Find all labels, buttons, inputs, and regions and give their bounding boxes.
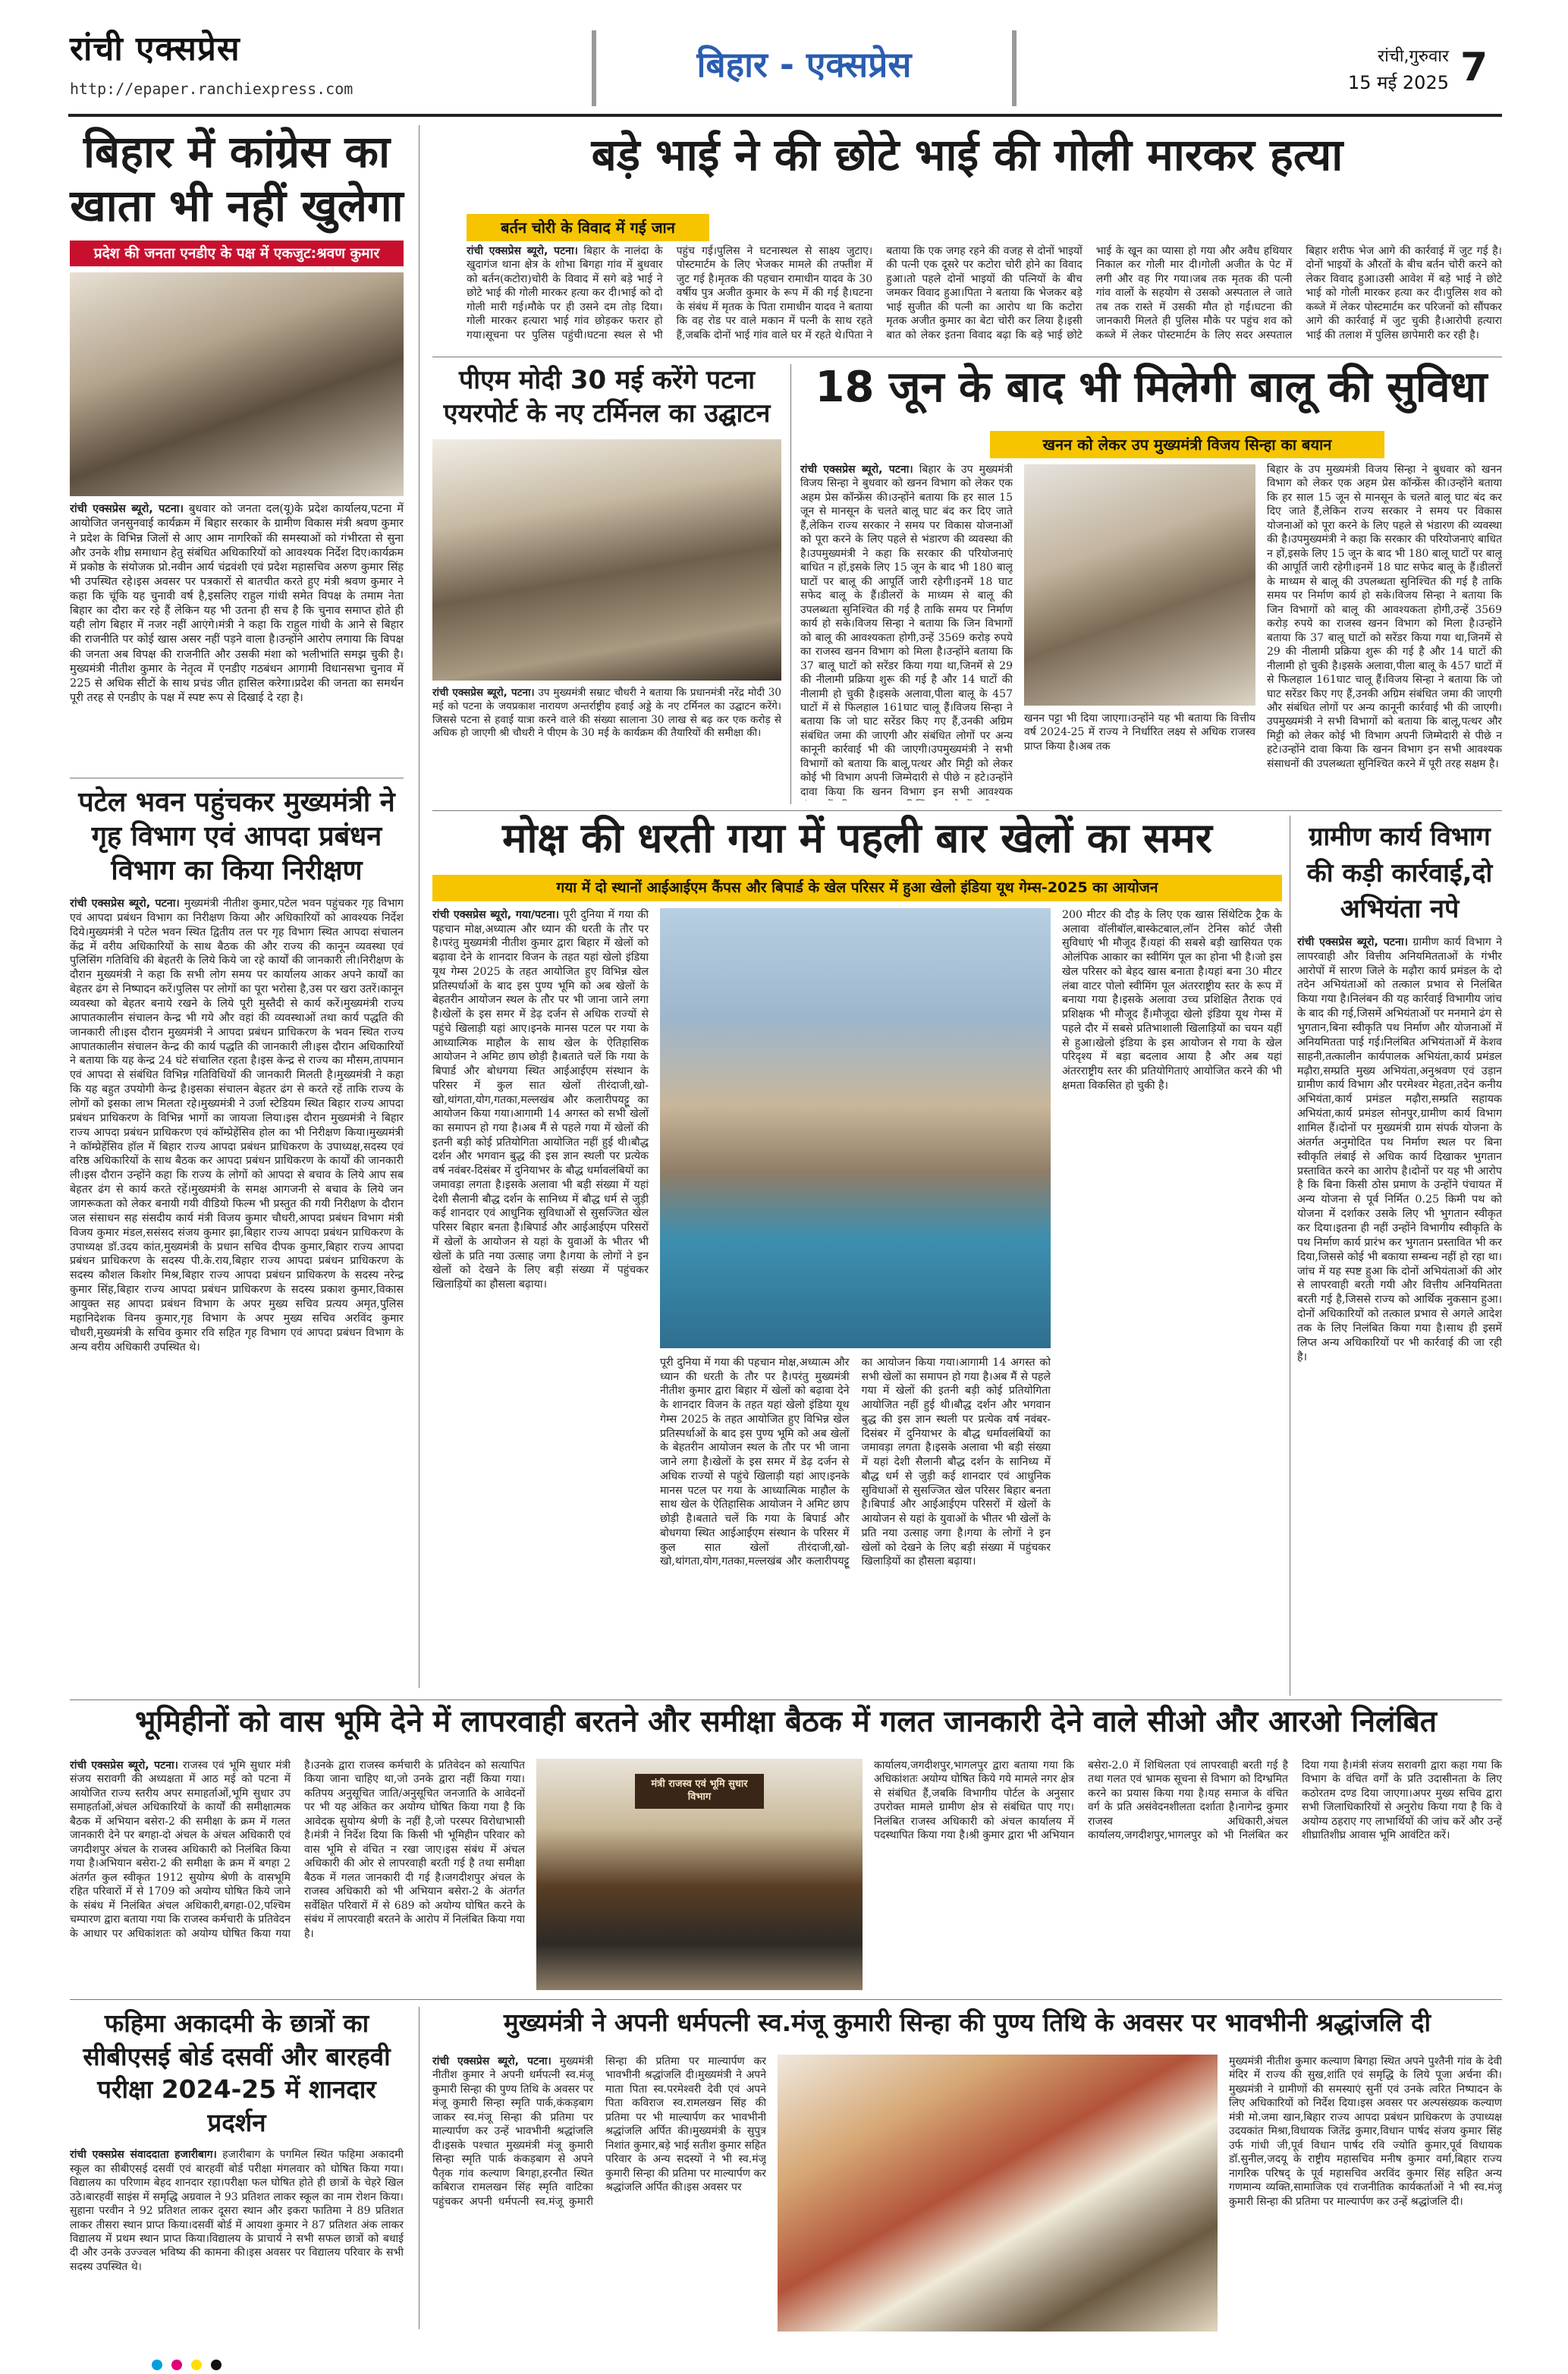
body-text-2: [660, 1356, 1051, 1690]
masthead-rule: [68, 114, 1502, 117]
story-airport: [432, 364, 781, 804]
page-number: 7: [1460, 45, 1488, 90]
body-text: [70, 502, 404, 764]
byline: रांची एक्सप्रेस संवाददाता हजारीबाग।: [70, 2149, 217, 2162]
body-text: [70, 897, 404, 1674]
body-continued: बिहार के उप मुख्यमंत्री विजय सिन्हा ने बुधवार को खनन विभाग को लेकर एक अहम प्रेस कॉन्फ्रेंस की।उन्होंने बताया कि हर साल 15 जून से मानसून के चलते बालू घाट बंद कर दिए जाते हैं,लेकिन राज्य सरकार ने समय पर विकास योजनाओं को पूरा करने के लिए पहले से भंडारण की व्यवस्था की है।उपमुख्यमंत्री ने कहा कि सरकार की परियोजनाएं बाधित न हों,इसके लिए 15 जून के बाद भी 180 बालू घाटों पर बालू की आपूर्ति जारी रहेगी।इनमें 18 घाट सफेद बालू के हैं।डीलरों के माध्यम से बालू की उपलब्धता सुनिश्चित की गई है ताकि समय पर निर्माण कार्य हो सके।विजय सिन्हा ने बताया कि जिन विभागों को बालू की आवश्यकता होगी,उन्हें 3569 करोड़ रुपये का राजस्व खनन विभाग को मिला है।उन्होंने बताया कि 37 बालू घाटों को सरेंडर किया गया था,जिनमें से 29 की नीलामी प्रक्रिया शुरू की गई है और 14 घाटों की नीलामी हो चुकी है।इसके अलावा,पीला बालू के 457 घाटों में से फिलहाल 161घाट चालू हैं।विजय सिन्हा ने बताया कि जो घाट सरेंडर किए गए हैं,उनकी अग्रिम संबंधित जमा की जाएगी और संबंधित लोगों पर अन्य कानूनी कार्रवाई भी की जाएगी।उपमुख्यमंत्री ने सभी विभागों को बताया कि बालू,पत्थर और मिट्टी को लेकर कोई भी विभाग अपनी जिम्मेदारी से पीछे न हटे।उन्होंने दावा किया कि खनन विभाग इन सभी आवश्यक संसाधनों की उपलब्धता सुनिश्चित करने में पूरी तरह सक्षम है।: [1267, 464, 1502, 770]
body-text: [70, 2148, 404, 2319]
city-day: रांची,गुरुवार: [1378, 47, 1449, 66]
body-text: [1297, 935, 1502, 1664]
headline: ग्रामीण कार्य विभाग की कड़ी कार्रवाई,दो अभियंता नपे: [1306, 822, 1493, 925]
body2: मुख्यमंत्री नीतीश कुमार कल्याण बिगहा स्थित अपने पुश्तैनी गांव के देवी मंदिर में राज्य की सुख,शांति एवं समृद्धि के लिये पूजा अर्चना की।मुख्यमंत्री ने ग्रामीणों की समस्याएं सुनीं एवं उनके त्वरित निष्पादन के लिए अधिकारियों को निर्देश दिया।इस अवसर पर अल्पसंख्यक कल्याण मंत्री मो.जमा खान,बिहार राज्य आपदा प्रबंधन प्राधिकरण के उपाध्यक्ष उदयकांत मिश्रा,विधायक जितेंद्र कुमार,विधान पार्षद संजय कुमार सिंह उर्फ गांधी जी,पूर्व विधान पार्षद रवि ज्योति कुमार,पूर्व विधायक डॉ.सुनील,जदयू के राष्ट्रीय महासचिव मनीष कुमार वर्मा,बिहार राज्य नागरिक परिषद् के पूर्व महासचिव अरविंद कुमार सिंह सहित अन्य गणमान्य व्यक्ति,सामाजिक एवं राजनीतिक कार्यकर्ताओं ने भी स्व.मंजू कुमारी सिन्हा की प्रतिमा पर माल्यार्पण कर उन्हें श्रद्धांजलि दी।: [1229, 2055, 1502, 2208]
strap: प्रदेश की जनता एनडीए के पक्ष में एकजुट:श्रवण कुमार: [70, 241, 404, 267]
strap: खनन को लेकर उप मुख्यमंत्री विजय सिन्हा का बयान: [990, 431, 1384, 458]
body: बिहार के उप मुख्यमंत्री विजय सिन्हा ने बुधवार को खनन विभाग को लेकर एक अहम प्रेस कॉन्फ्रेंस की।उन्होंने बताया कि हर साल 15 जून से मानसून के चलते बालू घाट बंद कर दिए जाते हैं,लेकिन राज्य सरकार ने समय पर विकास योजनाओं को पूरा करने के लिए पहले से भंडारण की व्यवस्था की है।उपमुख्यमंत्री ने कहा कि सरकार की परियोजनाएं बाधित न हों,इसके लिए 15 जून के बाद भी 180 बालू घाटों पर बालू की आपूर्ति जारी रहेगी।इनमें 18 घाट सफेद बालू के हैं।डीलरों के माध्यम से बालू की उपलब्धता सुनिश्चित की गई है ताकि समय पर निर्माण कार्य हो सके।विजय सिन्हा ने बताया कि जिन विभागों को बालू की आवश्यकता होगी,उन्हें 3569 करोड़ रुपये का राजस्व खनन विभाग को मिला है।उन्होंने बताया कि 37 बालू घाटों को सरेंडर किया गया था,जिनमें से 29 की नीलामी प्रक्रिया शुरू की गई है और 14 घाटों की नीलामी हो चुकी है।इसके अलावा,पीला बालू के 457 घाटों में से फिलहाल 161घाट चालू हैं।विजय सिन्हा ने बताया कि जो घाट सरेंडर किए गए हैं,उनकी अग्रिम संबंधित जमा की जाएगी और संबंधित लोगों पर अन्य कानूनी कार्रवाई भी की जाएगी।उपमुख्यमंत्री ने सभी विभागों को बताया कि बालू,पत्थर और मिट्टी को लेकर कोई भी विभाग अपनी जिम्मेदारी से पीछे न हटे।उन्होंने दावा किया कि खनन विभाग इन सभी आवश्यक: [800, 464, 1013, 798]
byline: रांची एक्सप्रेस ब्यूरो, पटना।: [432, 687, 535, 700]
divider: [432, 810, 1502, 811]
story-photo: [1024, 464, 1255, 706]
body-text: [70, 1759, 525, 1990]
story-patel: [70, 785, 404, 1692]
byline: रांची एक्सप्रेस ब्यूरो, गया/पटना।: [432, 909, 560, 921]
body2: 200 मीटर की दौड़ के लिए एक खास सिंथेटिक ट्रैक के अलावा वॉलीबॉल,बास्केटबाल,लॉन टेनिस कोर्ट जैसी सुविधाएं भी मौजूद हैं।यहां की सबसे बड़ी खासियत एक ओलंपिक आकार का स्वीमिंग पूल का होना भी है।जो इस खेल परिसर को बेहद खास बनाता है।यहां बना 30 मीटर लंबा वाटर पोलो स्वीमिंग पूल अंतरराष्ट्रीय स्तर के रूप में बनाया गया है।इसके अलावा उच्च प्रशिक्षित तैराक एवं प्रशिक्षक भी मौजूद हैं।मौजूदा खेलो इंडिया यूथ गेम्स में पहले दौर में सबसे प्रतिभाशाली खिलाड़ियों का चयन यहीं से हुआ।खेलो इंडिया के इस आयोजन से गया के खेल परिदृश्य में बड़ा बदलाव आया है और अब यहां अंतरराष्ट्रीय स्तर की प्रतियोगिताएं आयोजित करने की भी क्षमता विकसित हो चुकी है।: [1062, 909, 1282, 1092]
byline: रांची एक्सप्रेस ब्यूरो, पटना।: [70, 898, 180, 910]
stadium-photo: [660, 908, 1051, 1348]
section-title: बिहार - एक्सप्रेस: [696, 44, 912, 85]
minister-photo: [536, 1759, 863, 1990]
issue-date: 15 मई 2025: [1347, 72, 1449, 93]
section-banner: [592, 30, 1017, 106]
byline: रांची एक्सप्रेस ब्यूरो, पटना।: [70, 1759, 178, 1772]
caption: खनन पट्टा भी दिया जाएगा।उन्होंने यह भी बताया कि वित्तीय वर्ष 2024-25 में राज्य ने निर्धारित लक्ष्य से अधिक राजस्व प्राप्त किया है।अब तक: [1024, 712, 1255, 753]
body-text: [432, 908, 649, 1690]
body-continued: पूरी दुनिया में गया की पहचान मोक्ष,अध्यात्म और ध्यान की धरती के तौर पर है।परंतु मुख्यमंत्री नीतीश कुमार द्वारा बिहार में खेलों को बढ़ावा देने के शानदार विजन के तहत यहां खेलो इंडिया यूथ गेम्स 2025 के तहत आयोजित हुए विभिन्न खेल प्रतिस्पर्धाओं के बाद इस पुण्य भूमि को अब खेलों के बेहतरीन आयोजन स्थल के तौर पर भी जाना जाने लगा है।खेलों के इस समर में डेढ़ दर्जन से अधिक राज्यों से पहुंचे खिलाड़ी यहां आए।इनके मानस पटल पर गया के आध्यात्मिक माहौल के साथ खेल के ऐतिहासिक आयोजन ने अमिट छाप छोड़ी है।बताते चलें कि गया के बिपार्ड और बोधगया स्थित आईआईएम संस्थान के परिसर में कुल सात खेलों तीरंदाजी,खो-खो,थांगता,योग,गतका,मल्लखंब और कलारीपयट्टू का आयोजन किया गया।आगामी 14 अगस्त को सभी खेलों का समापन हो गया है।अब मैं से पहले गया में खेलों की इतनी बड़ी कोई प्रतियोगिता आयोजित नहीं हुई थी।बौद्ध दर्शन और भगवान बुद्ध की इस ज्ञान स्थली पर प्रत्येक वर्ष नवंबर-दिसंबर में दुनियाभर के बौद्ध धर्मावलंबियों का जमावड़ा लगता है।इसके अलावा भी बड़ी संख्या में यहां देशी सैलानी बौद्ध दर्शन के सानिध्य में बौद्ध धर्म से जुड़ी कई शानदार एवं आधुनिक सुविधाओं से सुसज्जित खेल परिसर बिहार बनता है।बिपार्ड और आईआईएम परिसरों में खेलों के आयोजन से यहां के युवाओं के भीतर भी खेलों के प्रति नया उत्साह जगा है।गया के लोगों ने इन खेलों को देखने के लिए बड़ी संख्या में पहुंचकर खिलाड़ियों का हौसला बढ़ाया।: [660, 1357, 1051, 1568]
story-murder: [432, 130, 1502, 354]
brand-logo: रांची एक्सप्रेस: [70, 30, 240, 68]
byline: रांची एक्सप्रेस ब्यूरो, पटना।: [432, 2055, 551, 2067]
body: मुख्यमंत्री नीतीश कुमार,पटेल भवन पहुंचकर गृह विभाग एवं आपदा प्रबंधन विभाग का निरीक्षण किया और अधिकारियों को आवश्यक निर्देश दिये।मुख्यमंत्री ने पटेल भवन स्थित द्वितीय तल पर गृह विभाग स्थित आपदा संचालन केंद्र में वरीय अधिकारियों के साथ बैठक की और राज्य की कानून व्यवस्था एवं पुलिसिंग गतिविधि की बेहतरी के लिये किये जा रहे कार्यों की जानकारी ली।निरीक्षण के दौरान मुख्यमंत्री ने कहा कि सभी लोग समय पर कार्यालय आकर अपने कार्यों का बेहतर ढंग से निष्पादन करें।पुलिस पर लोगों का पूरा भरोसा है,उस पर खरा उतरें।कानून व्यवस्था को बेहतर बनाये रखने के लिये पूरी मुस्तैदी से कार्य करें।मुख्यमंत्री राज्य आपातकालीन संचालन केन्द्र भी गये और वहां की व्यवस्थाओं तथा कार्य पद्धति की जानकारी ली।इस दौरान मुख्यमंत्री ने आपदा प्रबंधन प्राधिकरण के भवन स्थित राज्य आपातकालीन संचालन केन्द्र की कार्य पद्धति की जानकारी ली।इस दौरान अधिकारियों ने बताया कि यह केन्द्र 24 घंटे संचालित रहता है।इस केन्द्र से राज्य का मौसम,तापमान एवं आपदा से संबंधित विभिन्न गतिविधियों की जानकारी मिलती है।मुख्यमंत्री ने कहा कि यह बहुत उपयोगी केन्द्र है।इसका संचालन बेहतर ढंग से करते रहें ताकि राज्य के लोगों को इसका लाभ मिलता रहे।मुख्यमंत्री ने उर्जा स्टेडियम स्थित बिहार राज्य आपदा प्रबंधन प्राधिकरण के विभिन्न भागों का जायजा लिया।इस दौरान मुख्यमंत्री ने बिहार राज्य आपदा प्रबंधन प्राधिकरण एवं कॉम्प्रेहेंसिव होल का भी निरीक्षण किया।मुख्यमंत्री ने कॉम्प्रेहेंसिव हॉल में बिहार राज्य आपदा प्रबंधन प्राधिकरण के उपाध्यक्ष,सदस्य एवं वरिष्ठ अधिकारियों के साथ बैठक कर आपदा प्रबंधन प्राधिकरण के कार्यों की जानकारी ली।इस दौरान उन्होंने कहा कि राज्य के लोगों को आपदा से बचाव के लिये आप सब बेहतर ढंग से कार्य करते रहें।मुख्यमंत्री के समक्ष आगजनी से बचाव के लिये जन जागरूकता को लेकर बनायी गयी वीडियो फिल्म भी प्रस्तुत की गयी निरीक्षण के दौरान जल संसाधन सह संसदीय कार्य मंत्री विजय कुमार चौधरी,आपदा प्रबंधन विभाग मंत्री विजय कुमार मंडल,ससंसद संजय कुमार झा,बिहार राज्य आपदा प्रबंधन प्राधिकरण के उपाध्यक्ष डॉ.उदय कांत,मुख्यमंत्री के प्रधान सचिव दीपक कुमार,बिहार राज्य आपदा प्रबंधन प्राधिकरण के सदस्य पी.के.राय,बिहार राज्य आपदा प्रबंधन प्राधिकरण के सदस्य कौशल किशोर मिश्र,बिहार राज्य आपदा प्रबंधन प्राधिकरण के सदस्य नरेन्द्र कुमार सिंह,बिहार राज्य आपदा प्रबंधन प्राधिकरण के सदस्य प्रकाश कुमार,विकास आयुक्त सह आपदा प्रबंधन विभाग के अपर मुख्य सचिव प्रत्यय अमृत,पुलिस महानिदेशक विनय कुमार,गृह विभाग के अपर मुख्य सचिव अरविंद कुमार चौधरी,मुख्यमंत्री के सचिव कुमार रवि सहित गृह विभाग एवं आपदा प्रबंधन विभाग के अन्य वरीय अधिकारी उपस्थित थे।: [70, 898, 404, 1354]
story-fahima: [70, 2007, 404, 2329]
headline: भूमिहीनों को वास भूमि देने में लापरवाही बरतने और समीक्षा बैठक में गलत जानकारी देने वाले सीओ और आरओ निलंबित: [134, 1705, 1438, 1739]
headline: बिहार में कांग्रेस का खाता भी नहीं खुलेगा: [70, 126, 404, 231]
body-text-2: [874, 1759, 1502, 1990]
story-cm-tribute: [432, 2009, 1502, 2332]
headline: 18 जून के बाद भी मिलेगी बालू की सुविधा: [815, 363, 1488, 412]
story-land: [70, 1706, 1502, 1994]
body: राजस्व एवं भूमि सुधार मंत्री संजय सरावगी की अध्यक्षता में आठ मई को पटना में आयोजित राज्य स्तरीय अपर समाहर्ताओं,भूमि सुधार उप समाहर्ताओं,अंचल अधिकारियों के कार्यों की समीक्षात्मक बैठक में अभियान बसेरा-2 की समीक्षा के क्रम में गलत जानकारी देने पर बगहा-दो अंचल के अंचल अधिकारी एवं जगदीशपुर अंचल के राजस्व अधिकारी को निलंबित किया गया है।अभियान बसेरा-2 की समीक्षा के क्रम में बगहा 2 अंतर्गत कुल स्वीकृत 1912 सुयोग्य श्रेणी के वासभूमि रहित परिवारों में से 1709 को अयोग्य घोषित किये जाने के संबंध में निलंबित अंचल अधिकारी,बगहा-02,पश्चिम चम्पारण द्वारा बताया गया कि राजस्व कर्मचारी के प्रतिवेदन के आधार पर अधिकांशतः को अयोग्य घोषित किया गया है।उनके द्वारा राजस्व कर्मचारी के प्रतिवेदन को सत्यापित किया जाना चाहिए था,जो उनके द्वारा नहीं किया गया।कतिपय अनुसूचित जाति/अनुसूचित जनजाति के आवेदनों पर भी यह अंकित कर अयोग्य घोषित किया गया है कि आवेदक सुयोग्य श्रेणी के नहीं है,जो परस्पर विरोधाभासी है।मंत्री ने निर्देश दिया कि किसी भी भूमिहीन परिवार को वास भूमि से वंचित न रखा जाए।इस संबंध में अंचल अधिकारी की ओर से लापरवाही बरती गई है तथा समीक्षा बैठक में गलत जानकारी दी गई है।जगदीशपुर अंचल के राजस्व अधिकारी को भी अभियान बसेरा-2 के अंतर्गत सर्वेक्षित परिवारों में से 689 को अयोग्य घोषित करने के संबंध में लापरवाही बरतने के आरोप में निलंबित किया गया है।: [70, 1759, 525, 1940]
body: पूरी दुनिया में गया की पहचान मोक्ष,अध्यात्म और ध्यान की धरती के तौर पर है।परंतु मुख्यमंत्री नीतीश कुमार द्वारा बिहार में खेलों को बढ़ावा देने के शानदार विजन के तहत यहां खेलो इंडिया यूथ गेम्स 2025 के तहत आयोजित हुए विभिन्न खेल प्रतिस्पर्धाओं के बाद इस पुण्य भूमि को अब खेलों के बेहतरीन आयोजन स्थल के तौर पर भी जाना जाने लगा है।खेलों के इस समर में डेढ़ दर्जन से अधिक राज्यों से पहुंचे खिलाड़ी यहां आए।इनके मानस पटल पर गया के आध्यात्मिक माहौल के साथ खेल के ऐतिहासिक आयोजन ने अमिट छाप छोड़ी है।बताते चलें कि गया के बिपार्ड और बोधगया स्थित आईआईएम संस्थान के परिसर में कुल सात खेलों तीरंदाजी,खो-खो,थांगता,योग,गतका,मल्लखंब और कलारीपयट्टू का आयोजन किया गया।आगामी 14 अगस्त को सभी खेलों का समापन हो गया है।अब मैं से पहले गया में खेलों की इतनी बड़ी कोई प्रतियोगिता आयोजित नहीं हुई थी।बौद्ध दर्शन और भगवान बुद्ध की इस ज्ञान स्थली पर प्रत्येक वर्ष नवंबर-दिसंबर में दुनियाभर के बौद्ध धर्मावलंबियों का जमावड़ा लगता है।इसके अलावा भी बड़ी संख्या में यहां देशी सैलानी बौद्ध दर्शन के सानिध्य में बौद्ध धर्म से जुड़ी कई शानदार एवं आधुनिक सुविधाओं से सुसज्जित खेल परिसर बिहार बनता है।बिपार्ड और आईआईएम परिसरों में खेलों के आयोजन से यहां के युवाओं के भीतर भी खेलों के प्रति नया उत्साह जगा है।गया के लोगों ने इन खेलों को देखने के लिए बड़ी संख्या में पहुंचकर खिलाड़ियों का हौसला बढ़ाया।: [432, 909, 649, 1291]
body: मुख्यमंत्री नीतीश कुमार ने अपनी धर्मपत्नी स्व.मंजू कुमारी सिन्हा की पुण्य तिथि के अवसर पर मंजू कुमारी सिन्हा स्मृति पार्क,कंकड़बाग जाकर स्व.मंजू सिन्हा की प्रतिमा पर माल्यार्पण कर उन्हें भावभीनी श्रद्धांजलि दी।इसके पश्चात मुख्यमंत्री मंजू कुमारी सिन्हा स्मृति पार्क कंकड़बाग से अपने पैतृक गांव कल्याण बिगहा,हरनौत स्थित कबिराज रामलखन सिंह स्मृति वाटिका पहुंचकर अपनी धर्मपत्नी स्व.मंजू कुमारी सिन्हा की प्रतिमा पर माल्यार्पण कर भावभीनी श्रद्धांजलि दी।मुख्यमंत्री ने अपने माता पिता स्व.परमेश्वरी देवी एवं अपने पिता कविराज स्व.रामलखन सिंह की प्रतिमा पर भी माल्यार्पण कर भावभीनी श्रद्धांजलि अर्पित की।मुख्यमंत्री के सुपुत्र निशांत कुमार,बड़े भाई सतीश कुमार सहित परिवार के अन्य सदस्यों ने भी स्व.मंजू कुमारी सिन्हा की प्रतिमा पर माल्यार्पण कर श्रद्धांजलि अर्पित की।इस अवसर पर: [432, 2055, 766, 2208]
divider: [70, 1999, 1502, 2000]
brand-url[interactable]: http://epaper.ranchiexpress.com: [70, 80, 354, 98]
body2: कार्यालय,जगदीशपुर,भागलपुर द्वारा बताया गया कि अधिकांशतः अयोग्य घोषित किये गये मामले नगर क्षेत्र से संबंधित हैं,जबकि विभागीय पोर्टल के अनुसार उपरोक्त मामले ग्रामीण क्षेत्र से संबंधित पाए गए।निलंबित राजस्व अधिकारी को अंचल कार्यालय में पदस्थापित किया गया है।श्री कुमार द्वारा भी अभियान बसेरा-2.0 में शिथिलता एवं लापरवाही बरती गई है तथा गलत एवं भ्रामक सूचना से विभाग को दिग्भ्रमित करने का प्रयास किया गया है।यह समाज के वंचित वर्ग के प्रति असंवेदनशीलता दर्शाता है।नागेन्द्र कुमार राजस्व अधिकारी,अंचल कार्यालय,जगदीशपुर,भागलपुर को भी निलंबित कर दिया गया है।मंत्री संजय सरावगी द्वारा कहा गया कि विभाग के वंचित वर्गों के प्रति उदासीनता के लिए कठोरतम दण्ड दिया जाएगा।अपर मुख्य सचिव द्वारा सभी जिलाधिकारियों से अनुरोध किया गया है कि वे अयोग्य ठहराए गए लाभार्थियों की जांच करें और उन्हें शीघ्रातिशीघ्र आवास भूमि आवंटित करें।: [874, 1759, 1502, 1842]
body-text: [432, 2055, 766, 2332]
story-rural: [1297, 819, 1502, 1692]
col-divider: [790, 364, 791, 804]
body-text: [800, 463, 1013, 800]
story-photo: [70, 272, 404, 496]
headline: मुख्यमंत्री ने अपनी धर्मपत्नी स्व.मंजू कुमारी सिन्हा की पुण्य तिथि के अवसर पर भावभीनी श्रद्धांजलि दी: [503, 2008, 1431, 2037]
caption: [432, 687, 781, 766]
byline: रांची एक्सप्रेस ब्यूरो, पटना।: [800, 464, 913, 476]
body: हजारीबाग के पगमिल स्थित फहिमा अकादमी स्कूल का सीबीएसई दसवीं एवं बारहवीं बोर्ड परीक्षा मंगलवार को घोषित किया गया।विद्यालय का परिणाम बेहद शानदार रहा।परीक्षा फल घोषित होते ही छात्रों के चेहरे खिल उठे।बारहवीं साइंस में समृद्धि अग्रवाल ने 93 प्रतिशत लाकर स्कूल का नाम रोशन किया।सुहाना परवीन ने 92 प्रतिशत लाकर दूसरा स्थान और इकरा फातिमा ने 89 प्रतिशत लाकर तीसरा स्थान प्राप्त किया।दसवीं बोर्ड में आयशा कुमार ने 87 प्रतिशत अंक लाकर विद्यालय में प्रथम स्थान प्राप्त किया।विद्यालय के प्राचार्य ने सभी सफल छात्रों को बधाई दी और उनके उज्ज्वल भविष्य की कामना की।इस अवसर पर विद्यालय परिवार के सभी सदस्य उपस्थित थे।: [70, 2149, 404, 2273]
byline: रांची एक्सप्रेस ब्यूरो, पटना।: [467, 245, 578, 257]
headline: मोक्ष की धरती गया में पहली बार खेलों का समर: [502, 814, 1212, 862]
byline: रांची एक्सप्रेस ब्यूरो, पटना।: [1297, 935, 1409, 948]
body: उप मुख्यमंत्री सम्राट चौधरी ने बताया कि प्रधानमंत्री नरेंद्र मोदी 30 मई को पटना के जयप्रकाश नारायण अन्तर्राष्ट्रीय हवाई अड्डे के नए टर्मिनल का उद्घाटन करेंगे।जिससे पटना से हवाई यात्रा करने वाले की संख्या सालाना 30 लाख से बढ़ कर एक करोड़ से अधिक हो जाएगी श्री चौधरी ने पीएम के 30 मई के कार्यक्रम की तैयारियों की समीक्षा की।: [432, 687, 781, 740]
body: बुधवार को जनता दल(यू)के प्रदेश कार्यालय,पटना में आयोजित जनसुनवाई कार्यक्रम में बिहार सरकार के ग्रामीण विकास मंत्री श्रवण कुमार ने प्रदेश के विभिन्न जिलों से आए आम नागरिकों की समस्याओं को गंभीरता से सुना और उनके शीघ्र समाधान हेतु संबंधित अधिकारियों को आवश्यक निर्देश दिए।कार्यक्रम में प्रकोष्ठ के संयोजक प्रो.नवीन आर्य चंद्रवंशी एवं प्रदेश महासचिव अरुण कुमार सिंह भी उपस्थित रहे।इस अवसर पर पत्रकारों से बातचीत करते हुए मंत्री श्रवण कुमार ने कहा कि चूंकि यह चुनावी वर्ष है,इसलिए राहुल गांधी समेत विपक्ष के तमाम नेता बिहार का दौरा कर रहे हैं लेकिन यह भी उतना ही सच है कि चुनाव समाप्त होते ही यही लोग बिहार में नजर नहीं आएंगे।मंत्री ने कहा कि राहुल गांधी के आने से बिहार की राजनीति पर कोई खास असर नहीं पड़ने वाला है।उन्होंने आरोप लगाया कि विपक्ष की जनता अब विपक्ष की राजनीति और उसकी मंशा को भलीभांति समझ चुकी है।मुख्यमंत्री नीतीश कुमार के नेतृत्व में एनडीए गठबंधन आगामी विधानसभा चुनाव में 225 से अधिक सीटों के साथ प्रचंड जीत हासिल करेगा।प्रदेश की जनता का समर्थन पूरी तरह से एनडीए के पक्ष में स्पष्ट रूप से दिखाई दे रहा है।: [70, 503, 404, 704]
body-text-2: [1229, 2055, 1502, 2332]
photo-sign: मंत्री राजस्व एवं भूमि सुधार विभाग: [635, 1774, 764, 1809]
byline: रांची एक्सप्रेस ब्यूरो, पटना।: [70, 503, 184, 516]
story-photo: [432, 439, 781, 681]
body-text-2: [1267, 463, 1502, 800]
headline: बड़े भाई ने की छोटे भाई की गोली मारकर हत्या: [591, 129, 1343, 181]
story-congress: [70, 125, 404, 770]
registration-marks: [0, 2356, 1568, 2374]
story-sand: [800, 364, 1502, 804]
body: बिहार के नालंदा के खुदागंज थाना क्षेत्र के शोभा बिगहा गांव में बुधवार को बर्तन(कटोरा)चोरी के विवाद में सगे बड़े भाई ने छोटे भाई की गोली मारकर हत्या कर दी।भाई को दो गोली मारी गई।मौके पर ही उसने दम तोड़ दिया।गोली मारकर हत्यारा भाई गांव छोड़कर फरार हो गया।सूचना पर पुलिस पहुंची।घटना स्थल से भी पहुंच गई।पुलिस ने घटनास्थल से साक्ष्य जुटाए।पोस्टमार्टम के लिए भेजकर मामले की तफ्तीश में जुट गई है।मृतक की पहचान रामाधीन यादव के 30 वर्षीय पुत्र अजीत कुमार के रूप में की गई है।घटना के संबंध में मृतक के पिता रामाधीन यादव ने बताया कि वह रोड पर वाले मकान में पत्नी के साथ रहते हैं,जबकि दोनों भाई गांव वाले घर में रहते थे।पिता ने बताया कि एक जगह रहने की वजह से दोनों भाइयों की पत्नी एक दूसरे पर कटोरा चोरी होने का विवाद हुआ।तो पहले दोनों भाइयों की पत्नियों के बीच जमकर विवाद हुआ।पिता ने बताया कि भेजकर बड़े भाई सुजीत की पत्नी का आरोप था कि कटोरा मृतक अजीत कुमार का बेटा चोरी कर लिया है।इसी बात को लेकर इतना विवाद बढ़ा कि बड़े भाई छोटे भाई के खून का प्यासा हो गया और अवैध हथियार निकाल कर गोली मार दी।गोली अजीत के पेट में लगी और वह गिर गया।जब तक मृतक की पत्नी गांव वालों के सहयोग से उसको अस्पताल ले जाते तब तक रास्ते में उसकी मौत हो गई।घटना की जानकारी मिलते ही पुलिस मौके पर पहुंच शव को कब्जे में लेकर पोस्टमार्टम के लिए सदर अस्पताल बिहार शरीफ भेज आगे की कार्रवाई में जुट गई है।दोनों भाइयों के औरतों के बीच बर्तन चोरी करने को लेकर विवाद हुआ।उसी आवेश में बड़े भाई ने छोटे भाई को गोली मारकर हत्या कर दी।पुलिस शव को कब्जे में लेकर पोस्टमार्टम कर परिजनों को सौंपकर आगे की कार्रवाई में जुट चुकी है।आरोपी हत्यारा भाई की तलाश में पुलिस छापेमारी कर रही है।: [467, 245, 1502, 341]
story-gaya: [432, 816, 1282, 1696]
body-text: [467, 244, 1502, 351]
body: ग्रामीण कार्य विभाग ने लापरवाही और वित्तीय अनियमितताओं के गंभीर आरोपों में सारण जिले के मढ़ौरा कार्य प्रमंडल के दो तदेन अभियंताओं को तत्काल प्रभाव से निलंबित किया गया है।निलंबन की यह कार्रवाई विभागीय जांच के बाद की गई,जिसमें अभियंताओं पर मनमाने ढंग से भुगतान,बिना स्वीकृति पथ निर्माण और योजनाओं में अनियमितता पाई गई।निलंबित अभियंताओं में केशव साहनी,तत्कालीन कार्यपालक अभियंता,कार्य प्रमंडल मढ़ौरा,सम्प्रति मुख्य अभियंता,अनुश्रवण एवं उड़ान ग्रामीण कार्य विभाग और परमेश्वर मेहता,तदेन कनीय अभियंता,कार्य प्रमंडल मढ़ौरा,सम्प्रति सहायक अभियंता,कार्य प्रमंडल सोनपुर,ग्रामीण कार्य विभाग शामिल हैं।दोनों पर मुख्यमंत्री ग्राम संपर्क योजना के अंतर्गत अनुमोदित पथ निर्माण स्थल पर बिना स्वीकृति लंबाई से अधिक कार्य दिखाकर भुगतान प्रस्तावित करने का आरोप है।दोनों पर यह भी आरोप है कि बिना किसी ठोस प्रमाण के उन्होंने पंचायत में अन्य योजना से पूर्व निर्मित 0.25 किमी पथ को योजना में दर्शाकर उसके लिए भी भुगतान स्वीकृत कर दिया।इतना ही नहीं उन्होंने विभागीय स्वीकृति के पथ निर्माण कार्य प्रारंभ कर भुगतान प्रस्तावित भी कर दिया,जिससे कोई भी बकाया सम्बन्ध नहीं हो रहा था।जांच में यह स्पष्ट हुआ कि दोनों अभियंताओं की ओर से लापरवाही बरती गयी और वित्तीय अनियमितता बरती गई है,जिससे राज्य को आर्थिक नुकसान हुआ।दोनों अधिकारियों को तत्काल प्रभाव से अगले आदेश तक के लिए निलंबित किया गया है।साथ ही इसमें लिप्त अन्य अधिकारियों पर भी कार्रवाई की जा रही है।: [1297, 935, 1502, 1363]
masthead: [0, 0, 1568, 121]
headline: फहिमा अकादमी के छात्रों का सीबीएसई बोर्ड दसवीं और बारहवी परीक्षा 2024-25 में शानदार प्रदर्शन: [83, 2008, 391, 2137]
strap: बर्तन चोरी के विवाद में गई जान: [467, 214, 709, 241]
date-line: [1335, 44, 1449, 95]
body-text-3: [1062, 908, 1282, 1690]
tribute-photo: [778, 2055, 1218, 2332]
strap: गया में दो स्थानों आईआईएम कैंपस और बिपार्ड के खेल परिसर में हुआ खेलो इंडिया यूथ गेम्स-2025 का आयोजन: [432, 875, 1282, 901]
headline: पटेल भवन पहुंचकर मुख्यमंत्री ने गृह विभाग एवं आपदा प्रबंधन विभाग का किया निरीक्षण: [78, 787, 395, 886]
headline: पीएम मोदी 30 मई करेंगे पटना एयरपोर्ट के नए टर्मिनल का उद्घाटन: [443, 365, 771, 429]
